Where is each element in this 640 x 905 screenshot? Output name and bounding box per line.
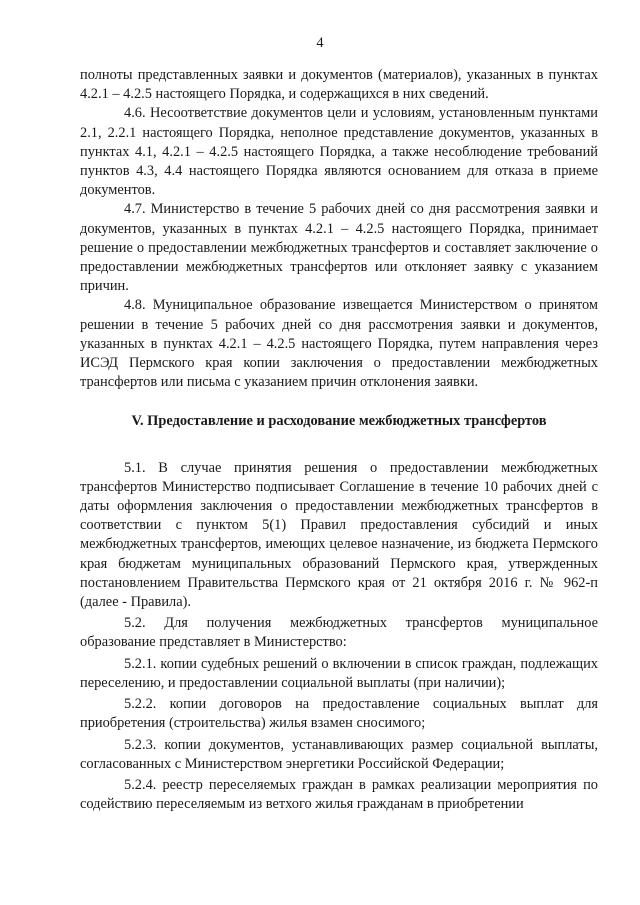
paragraph-5-1: 5.1. В случае принятия решения о предоставлении межбюджетных трансфертов Министерство подписывает Соглашение в течение 10 рабочих дней с даты оформления заключения о предоставлении межбюджетных трансфертов в соответствии с пунктом 5(1) Правил предоставления субсидий и иных межбюджетных трансфертов, имеющих целевое назначение, из бюджета Пермского края бюджетам муниципальных образований Пермского края, утвержденных постановлением Правительства Пермского края от 21 октября 2016 г. № 962-п (далее - Правила). xyxy=(80,459,598,611)
paragraph-5-2-1: 5.2.1. копии судебных решений о включении в список граждан, подлежащих переселению, и предоставлении социальной выплаты (при наличии); xyxy=(80,655,598,691)
paragraph-5-2-2: 5.2.2. копии договоров на предоставление социальных выплат для приобретения (строительства) жилья взамен сносимого; xyxy=(80,696,598,732)
document-body xyxy=(80,66,598,814)
paragraph-5-2-4: 5.2.4. реестр переселяемых граждан в рамках реализации мероприятия по содействию переселяемым из ветхого жилья гражданам в приобретении xyxy=(80,776,598,813)
paragraph-4-7: 4.7. Министерство в течение 5 рабочих дней со дня рассмотрения заявки и документов, указанных в пунктах 4.2.1 – 4.2.5 настоящего Порядка, принимает решение о предоставлении межбюджетных трансфертов и составляет заключение о предоставлении межбюджетных трансфертов или отклоняет заявку с указанием причин. xyxy=(80,201,598,295)
paragraph-5-2-3: 5.2.3. копии документов, устанавливающих размер социальной выплаты, согласованных с Министерством энергетики Российской Федерации; xyxy=(80,736,598,772)
paragraph-4-6: 4.6. Несоответствие документов цели и условиям, установленным пунктами 2.1, 2.2.1 настоящего Порядка, неполное представление документов, указанных в пунктах 4.1, 4.2.1 – 4.2.5 настоящего Порядка, а также несоблюдение требований пунктов 4.3, 4.4 настоящего Порядка являются основанием для отказа в приеме документов. xyxy=(80,105,598,199)
page-number: 4 xyxy=(316,35,324,51)
paragraph-continuation: полноты представленных заявки и документов (материалов), указанных в пунктах 4.2.1 – 4.2.5 настоящего Порядка, и содержащихся в них сведений. xyxy=(80,67,598,103)
paragraph-4-8: 4.8. Муниципальное образование извещается Министерством о принятом решении в течение 5 рабочих дней со дня рассмотрения заявки и документов, указанных в пунктах 4.2.1 – 4.2.5 настоящего Порядка, путем направления через ИСЭД Пермского края копии заключения о предоставлении межбюджетных трансфертов или письма с указанием причин отклонения заявки. xyxy=(80,297,598,391)
paragraph-5-2: 5.2. Для получения межбюджетных трансфертов муниципальное образование представляет в Министерство: xyxy=(80,615,598,651)
section-heading: V. Предоставление и расходование межбюджетных трансфертов xyxy=(131,413,547,430)
